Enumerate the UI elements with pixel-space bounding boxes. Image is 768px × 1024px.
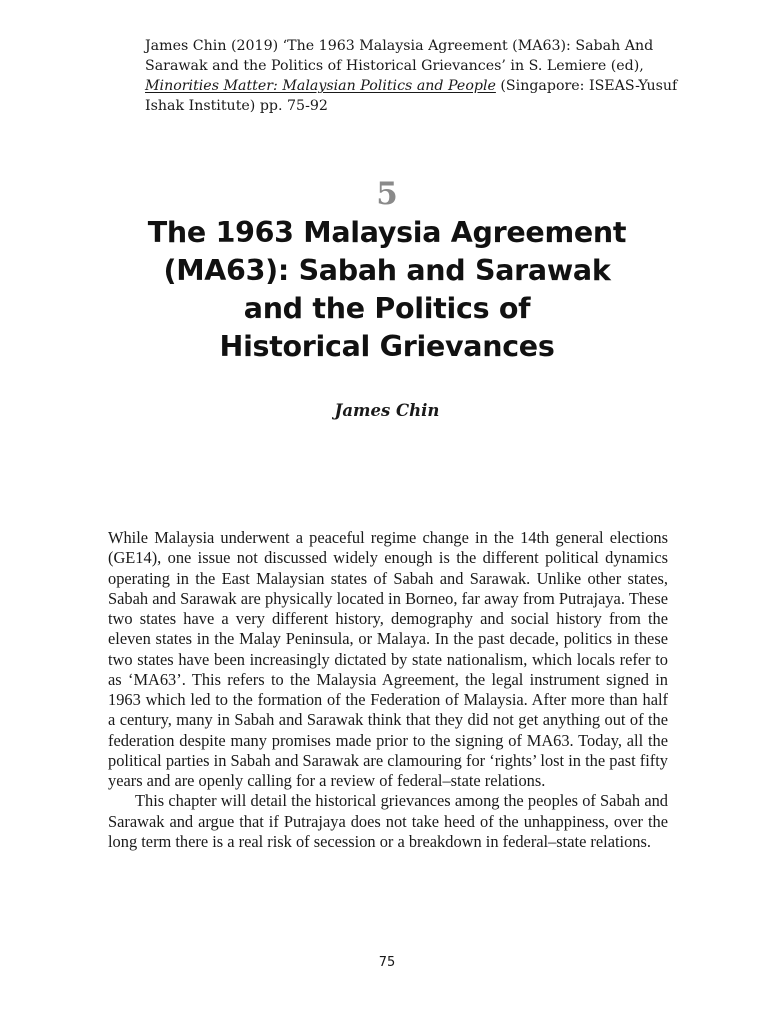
page-number: 75 (378, 955, 396, 970)
chapter-author: James Chin (334, 401, 440, 420)
chapter-title (0, 214, 768, 366)
chapter-body (108, 528, 668, 852)
chapter-title-line: The 1963 Malaysia Agreement (147, 216, 627, 249)
chapter-number: 5 (376, 176, 398, 212)
citation-prefix: James Chin (2019) ‘The 1963 Malaysia Agreement (MA63): Sabah And Sarawak and the Politics of Historical Grievances’ in S. Lemiere (ed), (145, 38, 654, 74)
body-paragraph: This chapter will detail the historical grievances among the peoples of Sabah and Sarawak and argue that if Putrajaya does not take heed of the unhappiness, over the long term there is a real risk of secession or a breakdown in federal–state relations. (108, 791, 668, 851)
chapter-title-line: (MA63): Sabah and Sarawak (163, 254, 611, 287)
chapter-title-line: Historical Grievances (219, 330, 555, 363)
citation-suffix: (Singapore: ISEAS-Yusuf Ishak Institute) pp. 75-92 (145, 78, 678, 114)
citation-book-title: Minorities Matter: Malaysian Politics and People (145, 78, 496, 94)
chapter-title-line: and the Politics of (243, 292, 531, 325)
citation-note (145, 36, 685, 116)
body-paragraph: While Malaysia underwent a peaceful regime change in the 14th general elections (GE14), one issue not discussed widely enough is the different political dynamics operating in the East Malaysian states of Sabah and Sarawak. Unlike other states, Sabah and Sarawak are physically located in Borneo, far away from Putrajaya. These two states have a very different history, demography and social history from the eleven states in the Malay Peninsula, or Malaya. In the past decade, politics in these two states have been increasingly dictated by state nationalism, which locals refer to as ‘MA63’. This refers to the Malaysia Agreement, the legal instrument signed in 1963 which led to the formation of the Federation of Malaysia. After more than half a century, many in Sabah and Sarawak think that they did not get anything out of the federation despite many promises made prior to the signing of MA63. Today, all the political parties in Sabah and Sarawak are clamouring for ‘rights’ lost in the past fifty years and are openly calling for a review of federal–state relations. (108, 528, 668, 790)
